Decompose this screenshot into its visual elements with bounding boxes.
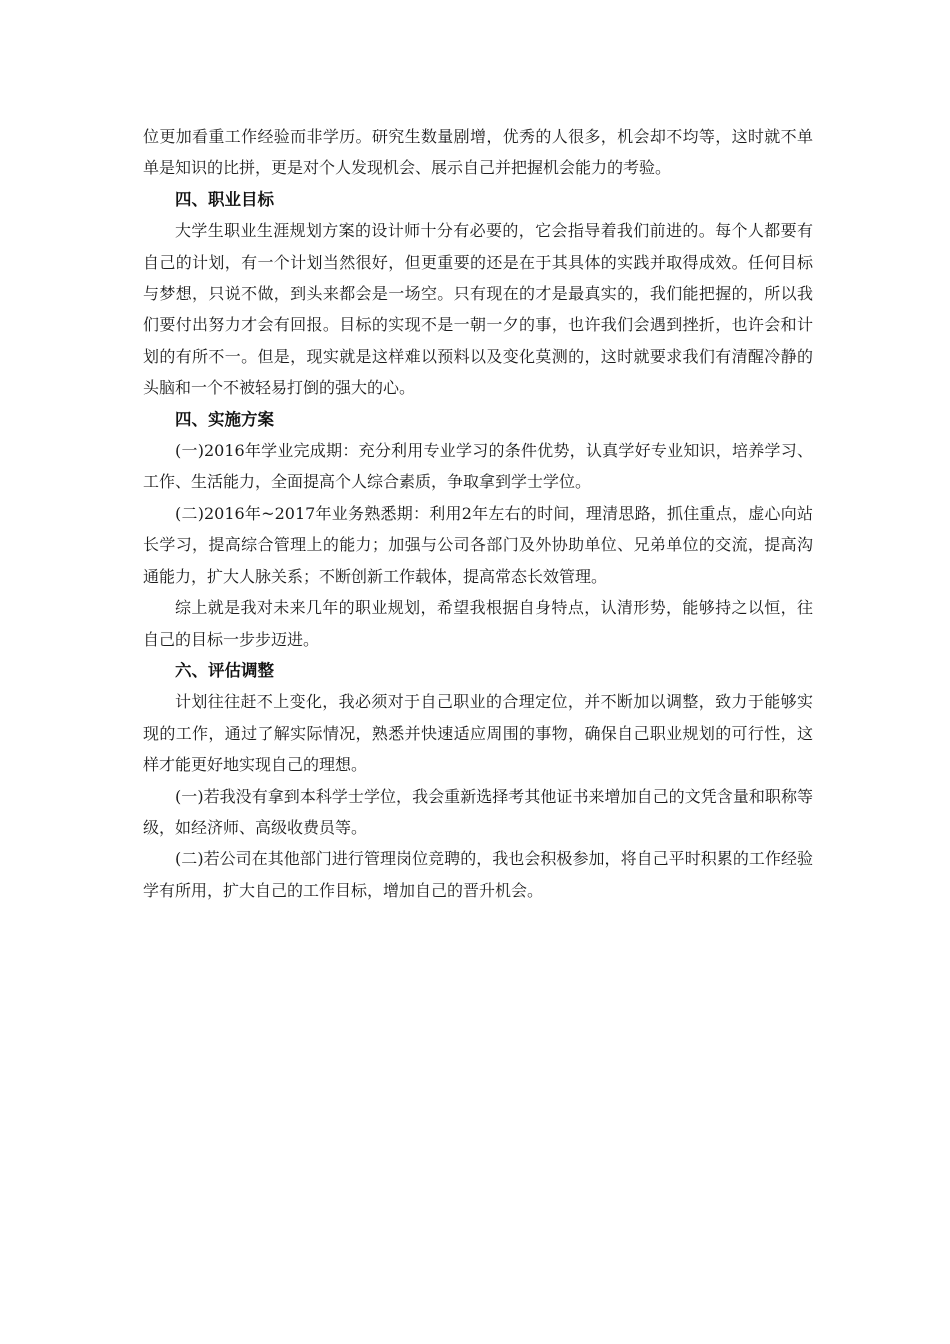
document-page [143, 121, 813, 906]
paragraph-evaluation-intro: 计划往往赶不上变化，我必须对于自己职业的合理定位，并不断加以调整，致力于能够实现的工作，通过了解实际情况，熟悉并快速适应周围的事物，确保自己职业规划的可行性，这样才能更好地实现自己的理想。 [143, 692, 813, 775]
paragraph-plan-summary: 综上就是我对未来几年的职业规划，希望我根据自身特点，认清形势，能够持之以恒，往自己的目标一步步迈进。 [143, 598, 813, 649]
heading-evaluation-adjustment: 六、评估调整 [175, 660, 274, 680]
paragraph-evaluation-item-2: (二)若公司在其他部门进行管理岗位竞聘的，我也会积极参加，将自己平时积累的工作经验学有所用，扩大自己的工作目标，增加自己的晋升机会。 [143, 849, 813, 900]
heading-career-goals: 四、职业目标 [175, 189, 274, 209]
paragraph-plan-item-1: (一)2016年学业完成期：充分利用专业学习的条件优势，认真学好专业知识，培养学习、工作、生活能力，全面提高个人综合素质，争取拿到学士学位。 [143, 441, 813, 492]
heading-implementation-plan: 四、实施方案 [175, 409, 274, 429]
paragraph-plan-item-2: (二)2016年~2017年业务熟悉期：利用2年左右的时间，理清思路，抓住重点，虚心向站长学习，提高综合管理上的能力；加强与公司各部门及外协助单位、兄弟单位的交流，提高沟通能力，扩大人脉关系；不断创新工作载体，提高常态长效管理。 [143, 503, 813, 586]
paragraph-evaluation-item-1: (一)若我没有拿到本科学士学位，我会重新选择考其他证书来增加自己的文凭含量和职称等级，如经济师、高级收费员等。 [143, 786, 813, 837]
paragraph-career-goals: 大学生职业生涯规划方案的设计师十分有必要的，它会指导着我们前进的。每个人都要有自己的计划，有一个计划当然很好，但更重要的还是在于其具体的实践并取得成效。任何目标与梦想，只说不做，到头来都会是一场空。只有现在的才是最真实的，我们能把握的，所以我们要付出努力才会有回报。目标的实现不是一朝一夕的事，也许我们会遇到挫折，也许会和计划的有所不一。但是，现实就是这样难以预料以及变化莫测的，这时就要求我们有清醒冷静的头脑和一个不被轻易打倒的强大的心。 [143, 221, 813, 398]
paragraph-continuation: 位更加看重工作经验而非学历。研究生数量剧增，优秀的人很多，机会却不均等，这时就不单单是知识的比拼，更是对个人发现机会、展示自己并把握机会能力的考验。 [143, 127, 813, 178]
